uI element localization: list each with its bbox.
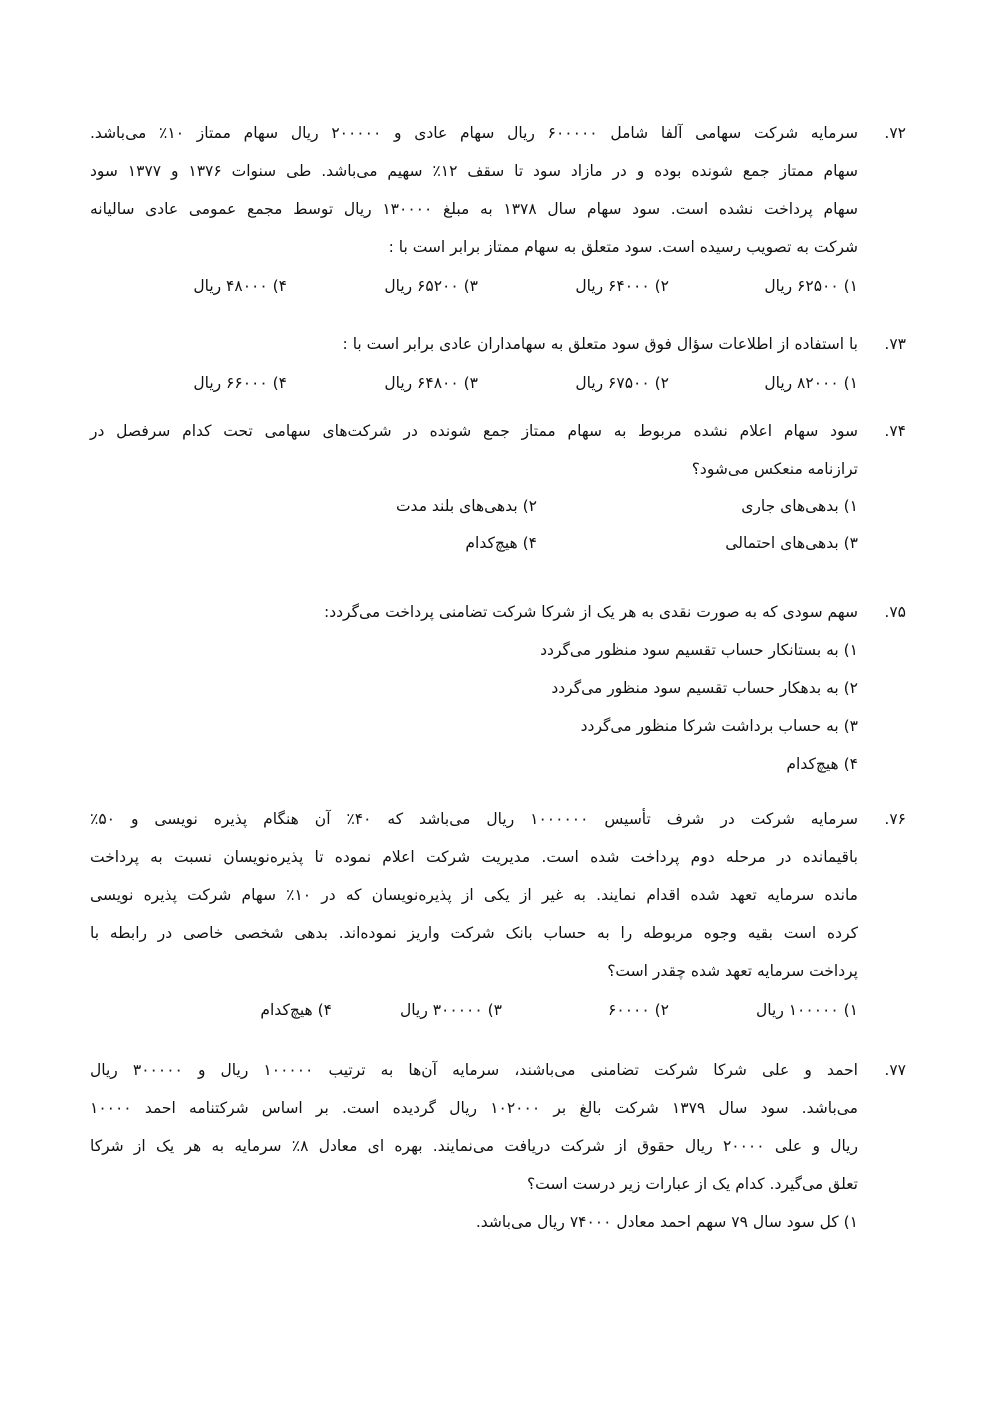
option-2[interactable]: ۲) بدهی‌های بلند مدت bbox=[395, 497, 537, 515]
question-number: ۷۴. bbox=[884, 422, 906, 440]
option-text: ۳) به حساب برداشت شرکا منظور می‌گردد bbox=[580, 717, 858, 735]
question-line bbox=[90, 593, 906, 631]
question-75 bbox=[90, 593, 906, 783]
option-3[interactable]: ۳) بدهی‌های احتمالی bbox=[725, 534, 858, 552]
question-line bbox=[90, 800, 906, 838]
question-73 bbox=[90, 325, 906, 403]
question-text: سود سهام اعلام نشده مربوط به سهام ممتاز جمع شونده در شرکت‌های سهامی تحت کدام سرفصل در bbox=[90, 422, 858, 440]
question-line bbox=[90, 876, 902, 914]
options-row bbox=[90, 525, 902, 562]
question-line bbox=[90, 450, 902, 488]
options-row bbox=[90, 488, 902, 525]
option-4[interactable] bbox=[90, 745, 902, 783]
question-line bbox=[90, 152, 902, 190]
option-text: ۲) به بدهکار حساب تقسیم سود منظور می‌گردد bbox=[551, 679, 858, 697]
question-line bbox=[90, 1051, 906, 1089]
question-text: با استفاده از اطلاعات سؤال فوق سود متعلق به سهامداران عادی برابر است با : bbox=[342, 335, 858, 353]
question-text: ترازنامه منعکس می‌شود؟ bbox=[691, 460, 858, 478]
option-4[interactable]: ۴) هیچ‌کدام bbox=[465, 534, 537, 552]
option-1[interactable]: ۱) ۸۲۰۰۰ ریال bbox=[764, 374, 858, 392]
question-76 bbox=[90, 800, 906, 1030]
question-text: سرمایه شرکت سهامی آلفا شامل ۶۰۰۰۰۰ ریال سهام عادی و ۲۰۰۰۰۰ ریال سهام ممتاز ۱۰٪ می‌باشد. bbox=[90, 124, 858, 142]
option-3[interactable]: ۳) ۶۴۸۰۰ ریال bbox=[384, 374, 478, 392]
question-text: سهام ممتاز جمع شونده بوده و در مازاد سود تا سقف ۱۲٪ سهیم می‌باشد. طی سنوات ۱۳۷۶ و ۱۳۷۷ سود bbox=[90, 162, 858, 180]
question-line bbox=[90, 952, 902, 990]
question-line bbox=[90, 1127, 902, 1165]
question-text: تعلق می‌گیرد. کدام یک از عبارات زیر درست است؟ bbox=[526, 1175, 858, 1193]
question-text: می‌باشد. سود سال ۱۳۷۹ شرکت بالغ بر ۱۰۲۰۰۰ ریال گردیده است. بر اساس شرکتنامه احمد ۱۰۰۰۰ bbox=[90, 1099, 858, 1117]
question-line bbox=[90, 1089, 902, 1127]
option-1[interactable]: ۱) ۶۲۵۰۰ ریال bbox=[764, 277, 858, 295]
option-text: ۱) به بستانکار حساب تقسیم سود منظور می‌گردد bbox=[540, 641, 858, 659]
option-1[interactable]: ۱) بدهی‌های جاری bbox=[741, 497, 858, 515]
question-72 bbox=[90, 114, 906, 306]
question-line bbox=[90, 412, 906, 450]
question-text: سرمایه شرکت در شرف تأسیس ۱۰۰۰۰۰۰ ریال می‌باشد که ۴۰٪ آن هنگام پذیره نویسی و ۵۰٪ bbox=[90, 810, 858, 828]
question-line bbox=[90, 1165, 902, 1203]
question-number: ۷۶. bbox=[884, 810, 906, 828]
option-text: ۱) کل سود سال ۷۹ سهم احمد معادل ۷۴۰۰۰ ریال می‌باشد. bbox=[475, 1213, 858, 1231]
option-4[interactable]: ۴) ۶۶۰۰۰ ریال bbox=[193, 374, 287, 392]
question-number: ۷۵. bbox=[884, 603, 906, 621]
question-number: ۷۲. bbox=[884, 124, 906, 142]
options-row bbox=[90, 363, 902, 403]
question-number: ۷۳. bbox=[884, 335, 906, 353]
option-1[interactable] bbox=[90, 1203, 902, 1241]
option-text: ۴) هیچ‌کدام bbox=[786, 755, 858, 773]
question-line bbox=[90, 190, 902, 228]
question-line bbox=[90, 325, 906, 363]
question-line bbox=[90, 114, 906, 152]
question-text: مانده سرمایه تعهد شده اقدام نمایند. به غیر از یکی از پذیره‌نویسان که در ۱۰٪ سهام شرکت پذیره نویسی bbox=[90, 886, 858, 904]
option-2[interactable]: ۲) ۶۴۰۰۰ ریال bbox=[575, 277, 669, 295]
question-text: باقیمانده در مرحله دوم پرداخت شده است. مدیریت شرکت اعلام نموده تا پذیره‌نویسان نسبت به پرداخت bbox=[90, 848, 858, 866]
question-text: کرده است بقیه وجوه مربوطه را به حساب بانک شرکت واریز نموده‌اند. بدهی شخصی خاصی در رابطه با bbox=[90, 924, 858, 942]
option-3[interactable]: ۳) ۶۵۲۰۰ ریال bbox=[384, 277, 478, 295]
question-text: ریال و علی ۲۰۰۰۰ ریال حقوق از شرکت دریافت می‌نمایند. بهره ای معادل ۸٪ سرمایه به هر یک از شرکا bbox=[90, 1137, 858, 1155]
option-2[interactable]: ۲) ۶۰۰۰۰ bbox=[608, 1001, 669, 1019]
question-text: پرداخت سرمایه تعهد شده چقدر است؟ bbox=[607, 962, 858, 980]
question-text: سهم سودی که به صورت نقدی به هر یک از شرکا شرکت تضامنی پرداخت می‌گردد: bbox=[324, 603, 858, 621]
option-2[interactable] bbox=[90, 669, 902, 707]
question-number: ۷۷. bbox=[884, 1061, 906, 1079]
option-3[interactable] bbox=[90, 707, 902, 745]
options-row bbox=[90, 990, 902, 1030]
question-line bbox=[90, 914, 902, 952]
question-text: شرکت به تصویب رسیده است. سود متعلق به سهام ممتاز برابر است با : bbox=[388, 238, 858, 256]
option-4[interactable]: ۴) ۴۸۰۰۰ ریال bbox=[193, 277, 287, 295]
options-row bbox=[90, 266, 902, 306]
question-line bbox=[90, 228, 902, 266]
question-text: سهام پرداخت نشده است. سود سهام سال ۱۳۷۸ به مبلغ ۱۳۰۰۰۰ ریال توسط مجمع عمومی عادی سالیانه bbox=[90, 200, 858, 218]
option-1[interactable] bbox=[90, 631, 902, 669]
option-2[interactable]: ۲) ۶۷۵۰۰ ریال bbox=[575, 374, 669, 392]
question-line bbox=[90, 838, 902, 876]
question-text: احمد و علی شرکا شرکت تضامنی می‌باشند، سرمایه آن‌ها به ترتیب ۱۰۰۰۰۰ ریال و ۳۰۰۰۰۰ ریال bbox=[90, 1061, 858, 1079]
option-4[interactable]: ۴) هیچ‌کدام bbox=[260, 1001, 332, 1019]
question-77 bbox=[90, 1051, 906, 1241]
option-1[interactable]: ۱) ۱۰۰۰۰۰ ریال bbox=[756, 1001, 858, 1019]
question-74 bbox=[90, 412, 906, 562]
option-3[interactable]: ۳) ۳۰۰۰۰۰ ریال bbox=[400, 1001, 502, 1019]
